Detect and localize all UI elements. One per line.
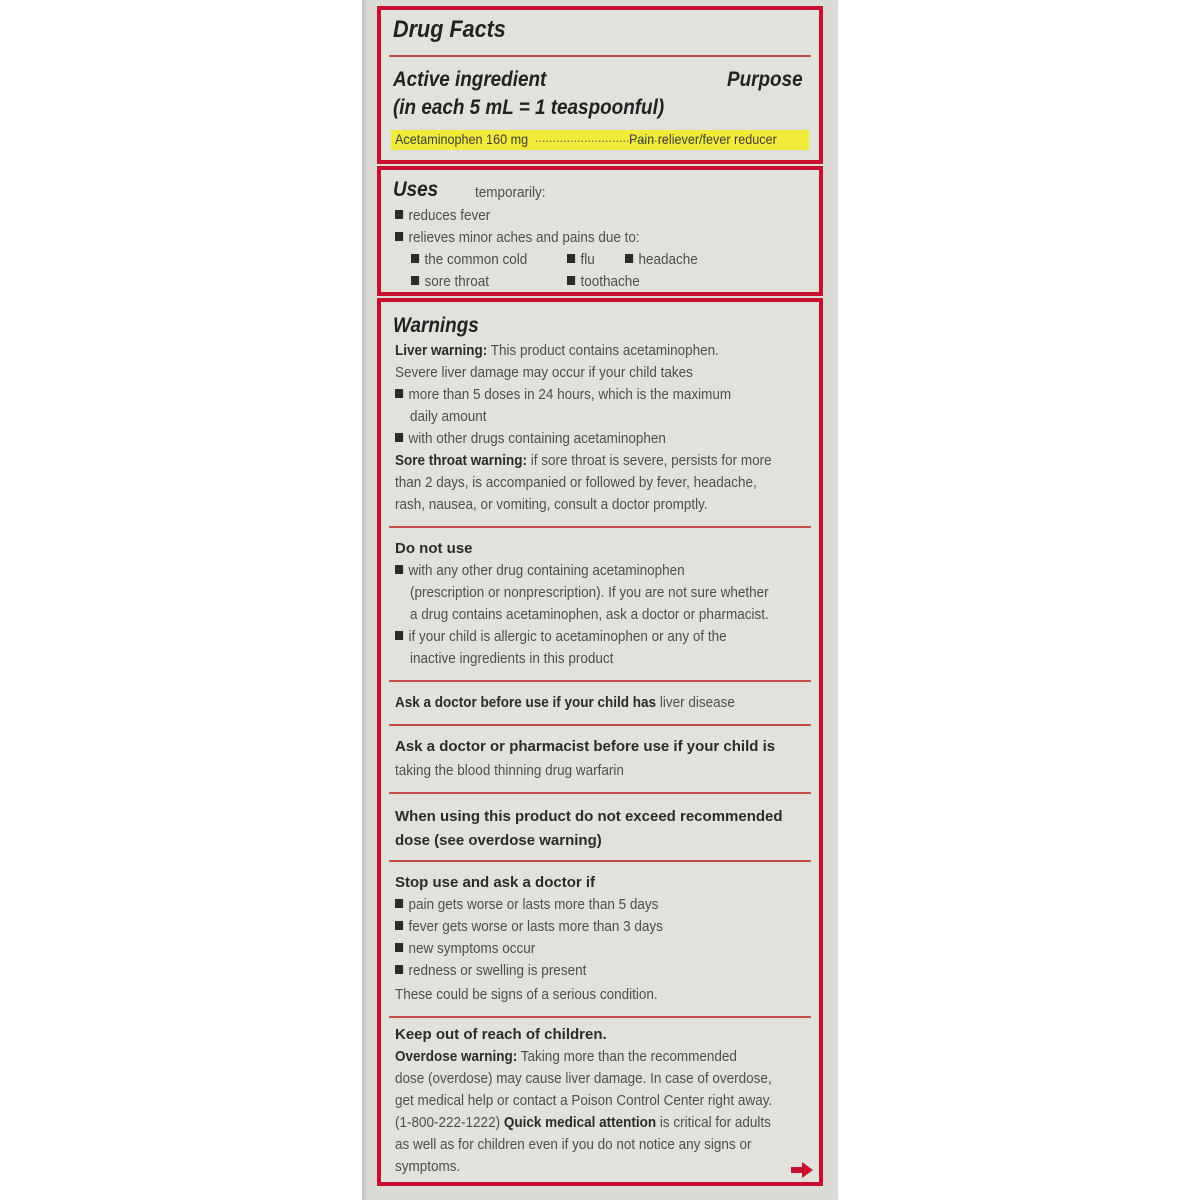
divider (389, 860, 811, 862)
divider (389, 792, 811, 794)
uses-sub-item: the common cold (411, 251, 527, 268)
uses-sub-item: headache (625, 251, 698, 268)
divider (389, 55, 811, 57)
bullet-icon (395, 565, 403, 574)
liver-warning: Liver warning: This product contains acetaminophen. (395, 342, 719, 359)
do-not-use-text: a drug contains acetaminophen, ask a doctor or pharmacist. (410, 606, 769, 623)
bullet-icon (395, 631, 403, 640)
overdose-text: get medical help or contact a Poison Control Center right away. (395, 1092, 773, 1109)
keep-out-title: Keep out of reach of children. (395, 1026, 607, 1043)
uses-title: Uses (393, 178, 439, 201)
stop-use-item: fever gets worse or lasts more than 3 days (395, 918, 663, 935)
ingredient-dots: ...................................... (535, 129, 669, 145)
active-ingredient-subheading: (in each 5 mL = 1 teaspoonful) (393, 96, 665, 119)
bullet-icon (411, 276, 419, 285)
when-using-line: dose (see overdose warning) (395, 832, 602, 849)
bullet-icon (567, 254, 575, 263)
active-ingredient-heading: Active ingredient (393, 68, 547, 91)
warnings-title: Warnings (393, 314, 479, 337)
divider (389, 724, 811, 726)
overdose-text: (1-800-222-1222) Quick medical attention is critical for adults (395, 1114, 771, 1131)
sore-throat-text: than 2 days, is accompanied or followed by fever, headache, (395, 474, 757, 491)
stop-use-item: new symptoms occur (395, 940, 535, 957)
uses-item: relieves minor aches and pains due to: (395, 229, 640, 246)
bullet-icon (395, 210, 403, 219)
ask-pharmacist-text: taking the blood thinning drug warfarin (395, 762, 624, 779)
uses-intro: temporarily: (475, 184, 546, 201)
stop-use-title: Stop use and ask a doctor if (395, 874, 596, 891)
bullet-icon (395, 921, 403, 930)
divider (389, 526, 811, 528)
uses-sub-item: toothache (567, 273, 640, 290)
bullet-icon (411, 254, 419, 263)
drug-facts-box (377, 6, 823, 164)
do-not-use-text: (prescription or nonprescription). If you are not sure whether (410, 584, 769, 601)
do-not-use-text: inactive ingredients in this product (410, 650, 614, 667)
overdose-text: symptoms. (395, 1158, 461, 1175)
uses-sub-item: flu (567, 251, 595, 268)
divider (389, 1016, 811, 1018)
warnings-box (377, 298, 823, 1186)
ask-doctor: Ask a doctor before use if your child has liver disease (395, 694, 735, 711)
uses-item: reduces fever (395, 207, 490, 224)
liver-item-cont: daily amount (410, 408, 487, 425)
liver-warning-text: Severe liver damage may occur if your child takes (395, 364, 693, 381)
liver-item: more than 5 doses in 24 hours, which is the maximum (395, 386, 731, 403)
continue-arrow-icon (791, 1162, 813, 1178)
liver-item: with other drugs containing acetaminophen (395, 430, 666, 447)
stop-use-item: pain gets worse or lasts more than 5 days (395, 896, 658, 913)
sore-throat-warning: Sore throat warning: if sore throat is severe, persists for more (395, 452, 772, 469)
bullet-icon (567, 276, 575, 285)
drug-facts-title: Drug Facts (393, 16, 506, 43)
overdose-text: as well as for children even if you do not notice any signs or (395, 1136, 752, 1153)
do-not-use-title: Do not use (395, 540, 473, 557)
stop-use-item: redness or swelling is present (395, 962, 586, 979)
bullet-icon (395, 899, 403, 908)
when-using-line: When using this product do not exceed recommended (395, 808, 783, 825)
ask-pharmacist-title: Ask a doctor or pharmacist before use if your child is (395, 738, 776, 755)
stop-use-note: These could be signs of a serious condition. (395, 986, 658, 1003)
bullet-icon (395, 433, 403, 442)
bullet-icon (395, 943, 403, 952)
bullet-icon (395, 965, 403, 974)
ingredient-name: Acetaminophen 160 mg (395, 131, 529, 147)
sore-throat-text: rash, nausea, or vomiting, consult a doctor promptly. (395, 496, 708, 513)
ingredient-purpose: Pain reliever/fever reducer (629, 131, 777, 147)
overdose-text: dose (overdose) may cause liver damage. In case of overdose, (395, 1070, 772, 1087)
do-not-use-item: if your child is allergic to acetaminophen or any of the (395, 628, 727, 645)
bullet-icon (395, 232, 403, 241)
bullet-icon (625, 254, 633, 263)
uses-box (377, 166, 823, 296)
bullet-icon (395, 389, 403, 398)
do-not-use-item: with any other drug containing acetaminophen (395, 562, 685, 579)
overdose-warning: Overdose warning: Taking more than the recommended (395, 1048, 737, 1065)
purpose-heading: Purpose (727, 68, 803, 91)
uses-sub-item: sore throat (411, 273, 489, 290)
divider (389, 680, 811, 682)
